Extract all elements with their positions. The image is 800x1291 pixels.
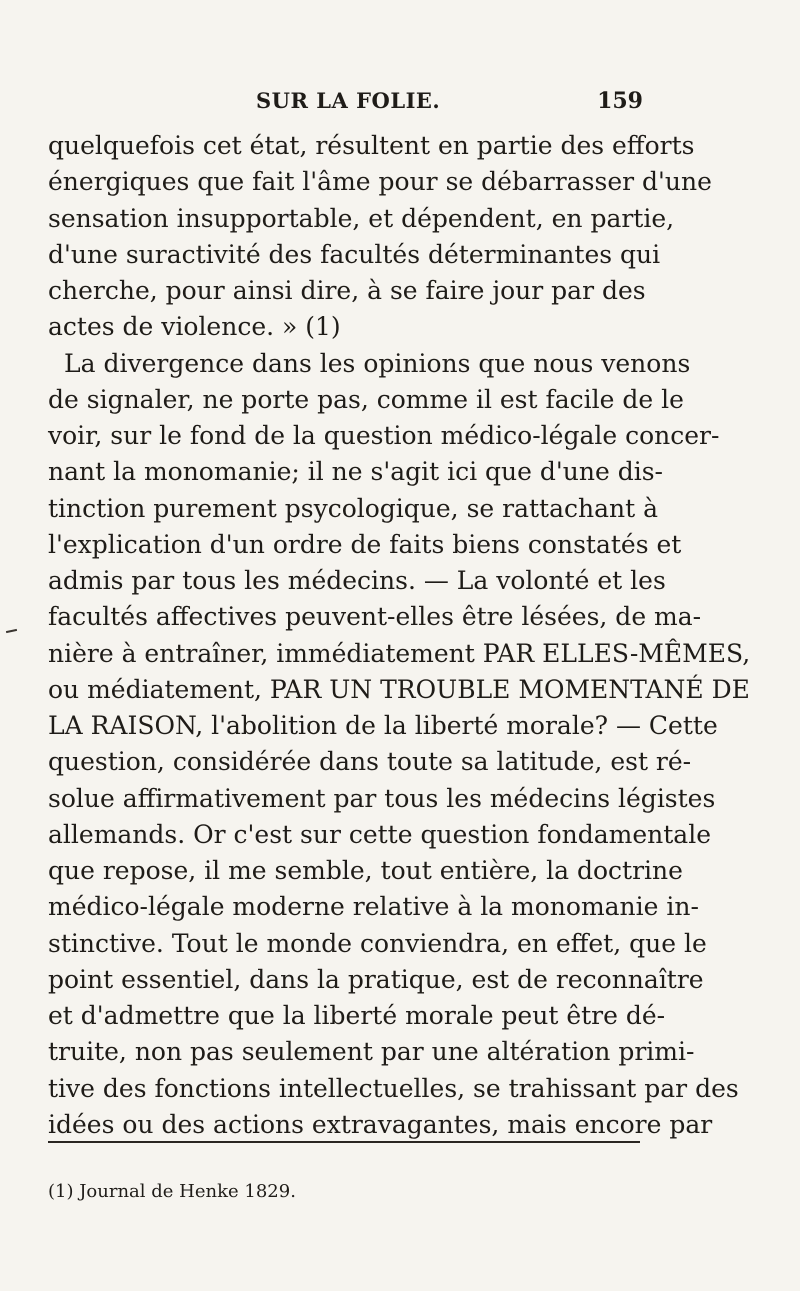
- footnote-divider: [48, 1141, 640, 1143]
- running-title: SUR LA FOLIE.: [256, 88, 441, 113]
- text-line-22: médico-légale moderne relative à la monomanie in-: [48, 892, 699, 922]
- text-line-12: l'explication d'un ordre de faits biens constatés et: [48, 529, 682, 559]
- page-header: [48, 88, 643, 122]
- text-line-25: et d'admettre que la liberté morale peut être dé-: [48, 1001, 666, 1030]
- text-line-1: quelquefois cet état, résultent en partie des efforts: [48, 131, 695, 160]
- text-line-8: de signaler, ne porte pas, comme il est facile de le: [48, 384, 684, 414]
- text-line-23: stinctive. Tout le monde conviendra, en effet, que le: [48, 928, 707, 958]
- text-line-24: point essentiel, dans la pratique, est de reconnaître: [48, 964, 704, 994]
- text-line-28: idées ou des actions extravagantes, mais encore par: [48, 1109, 713, 1139]
- page-body: [48, 128, 751, 1143]
- text-line-21: que repose, il me semble, tout entière, la doctrine: [48, 856, 683, 885]
- text-line-26: truite, non pas seulement par une altération primi-: [48, 1037, 695, 1067]
- text-line-27: tive des fonctions intellectuelles, se trahissant par des: [48, 1073, 739, 1103]
- text-line-16: ou médiatement, PAR UN TROUBLE MOMENTANÉ DE: [48, 674, 750, 704]
- text-line-9: voir, sur le fond de la question médico-légale concer-: [48, 421, 720, 450]
- text-line-3: sensation insupportable, et dépendent, en partie,: [48, 203, 675, 233]
- text-line-5: cherche, pour ainsi dire, à se faire jour par des: [48, 276, 646, 305]
- text-line-14: facultés affectives peuvent-elles être lésées, de ma-: [48, 602, 702, 632]
- text-line-13: admis par tous les médecins. — La volonté et les: [48, 566, 666, 595]
- text-line-4: d'une suractivité des facultés déterminantes qui: [48, 239, 661, 269]
- text-line-6: actes de violence. » (1): [48, 312, 341, 342]
- text-line-10: nant la monomanie; il ne s'agit ici que d'une dis-: [48, 457, 663, 487]
- text-line-17: LA RAISON, l'abolition de la liberté morale? — Cette: [48, 711, 718, 740]
- text-line-18: question, considérée dans toute sa latitude, est ré-: [48, 747, 692, 777]
- text-line-2: énergiques que fait l'âme pour se débarrasser d'une: [48, 167, 712, 197]
- text-line-15: nière à entraîner, immédiatement PAR ELLES-MÊMES,: [48, 638, 751, 668]
- text-line-11: tinction purement psycologique, se rattachant à: [48, 493, 659, 523]
- footnote: (1) Journal de Henke 1829.: [48, 1181, 296, 1202]
- text-line-19: solue affirmativement par tous les médecins légistes: [48, 783, 716, 813]
- page-number: 159: [597, 88, 643, 114]
- margin-mark: [6, 629, 17, 633]
- text-line-7: La divergence dans les opinions que nous venons: [64, 348, 691, 378]
- text-line-20: allemands. Or c'est sur cette question fondamentale: [48, 819, 712, 849]
